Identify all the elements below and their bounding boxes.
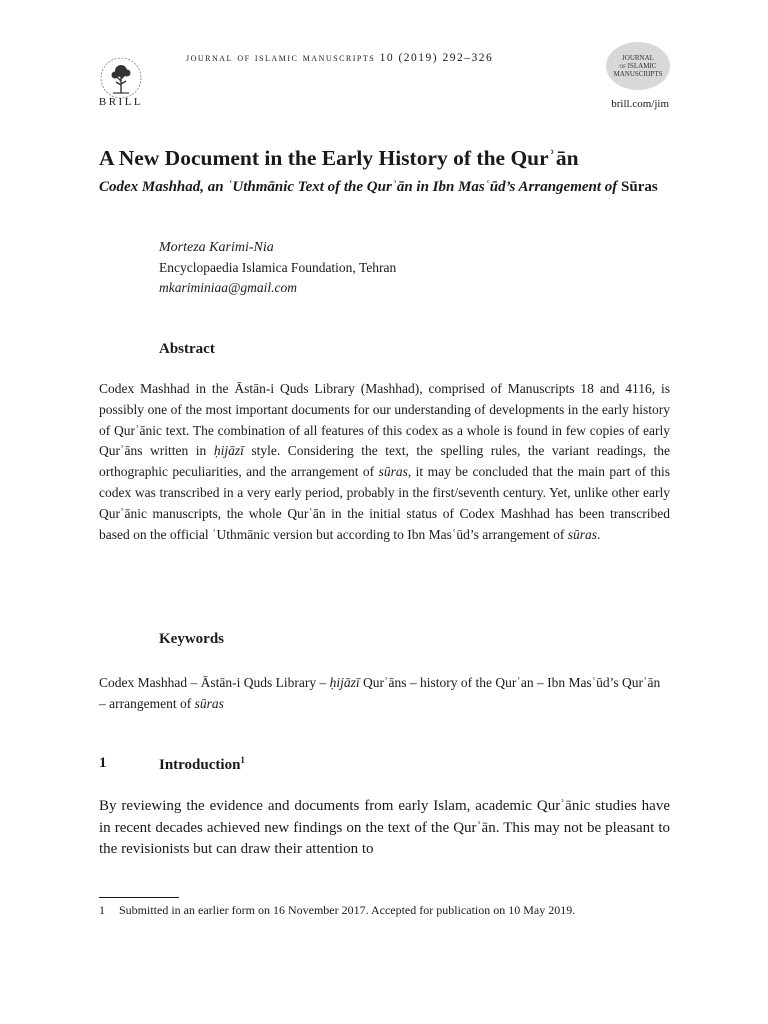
footnote-number: 1 <box>99 903 105 917</box>
journal-url[interactable]: brill.com/jim <box>611 98 669 110</box>
abstract-term: sūras <box>378 464 408 480</box>
section-title-text: Introduction <box>159 757 241 773</box>
publisher-name: BRILL <box>98 96 144 108</box>
abstract-part: . <box>597 526 601 542</box>
keywords-term: sūras <box>194 695 224 711</box>
author-name: Morteza Karimi-Nia <box>159 240 274 255</box>
journal-logo <box>606 42 670 90</box>
section-title <box>159 755 245 774</box>
running-header: journal of islamic manuscripts 10 (2019) 292–326 <box>186 52 494 64</box>
keywords-part: Qurʾāns – history of the Qurʾan – Ibn Masʿūd’s Qurʾān – arrangement of <box>99 675 661 711</box>
footnote-reference[interactable]: 1 <box>240 755 245 765</box>
abstract-heading: Abstract <box>159 341 215 357</box>
keywords-heading: Keywords <box>159 631 224 647</box>
article-subtitle <box>99 177 679 197</box>
intro-paragraph: By reviewing the evidence and documents from early Islam, academic Qurʾānic studies have in recent decades achieved new findings on the text of the Qurʾān. This may not be pleasant to the revisionists but can draw their attention to <box>99 798 670 857</box>
keywords-text <box>99 673 670 715</box>
author-affiliation: Encyclopaedia Islamica Foundation, Tehran <box>159 260 397 275</box>
abstract-part: style. Considering the text, the spelling rules, the variant readings, the orthographic peculiarities, and the arrangement of <box>99 443 671 480</box>
author-email[interactable]: mkariminiaa@gmail.com <box>159 280 298 295</box>
footnote-divider <box>99 897 179 898</box>
journal-logo-line: MANUSCRIPTS <box>613 70 663 78</box>
footnote <box>99 903 575 918</box>
section-number: 1 <box>99 755 107 771</box>
subtitle-term: Sūras <box>621 179 658 195</box>
journal-logo-line: of ISLAMIC <box>619 62 657 70</box>
keywords-part: Codex Mashhad – Āstān-i Quds Library – <box>99 675 327 690</box>
journal-logo-line: JOURNAL <box>622 54 654 62</box>
abstract-part: Codex Mashhad in the Āstān-i Quds Library (Mashhad), comprised of Manuscripts 18 and 4116, is possibly one of the most important documents for our understanding of developments in the early history of Qurʾānic text. The combination of all features of this codex as a whole is found in few copies of early Qurʾāns written in <box>99 381 670 459</box>
abstract-term: sūras <box>567 526 598 542</box>
abstract-part: , it may be concluded that the main part of this codex was transcribed in a very early period, probably in the first/seventh century. Yet, unlike other early Qurʾānic manuscripts, the whole Qurʾān in the initial status of Codex Mashhad has been transcribed based on the official ʿUthmānic version but according to Ibn Masʿūd’s arrangement of <box>99 464 670 542</box>
subtitle-main: Codex Mashhad, an ʿUthmānic Text of the Qurʾān in Ibn Masʿūd’s Arrangement of <box>99 179 618 195</box>
keywords-term: ḥijāzī <box>329 675 360 690</box>
article-title: A New Document in the Early History of the Qurʾān <box>99 146 579 170</box>
abstract-text <box>99 379 670 545</box>
footnote-text: Submitted in an earlier form on 16 November 2017. Accepted for publication on 10 May 2019. <box>119 903 576 917</box>
abstract-term: ḥijāzī <box>213 443 244 459</box>
